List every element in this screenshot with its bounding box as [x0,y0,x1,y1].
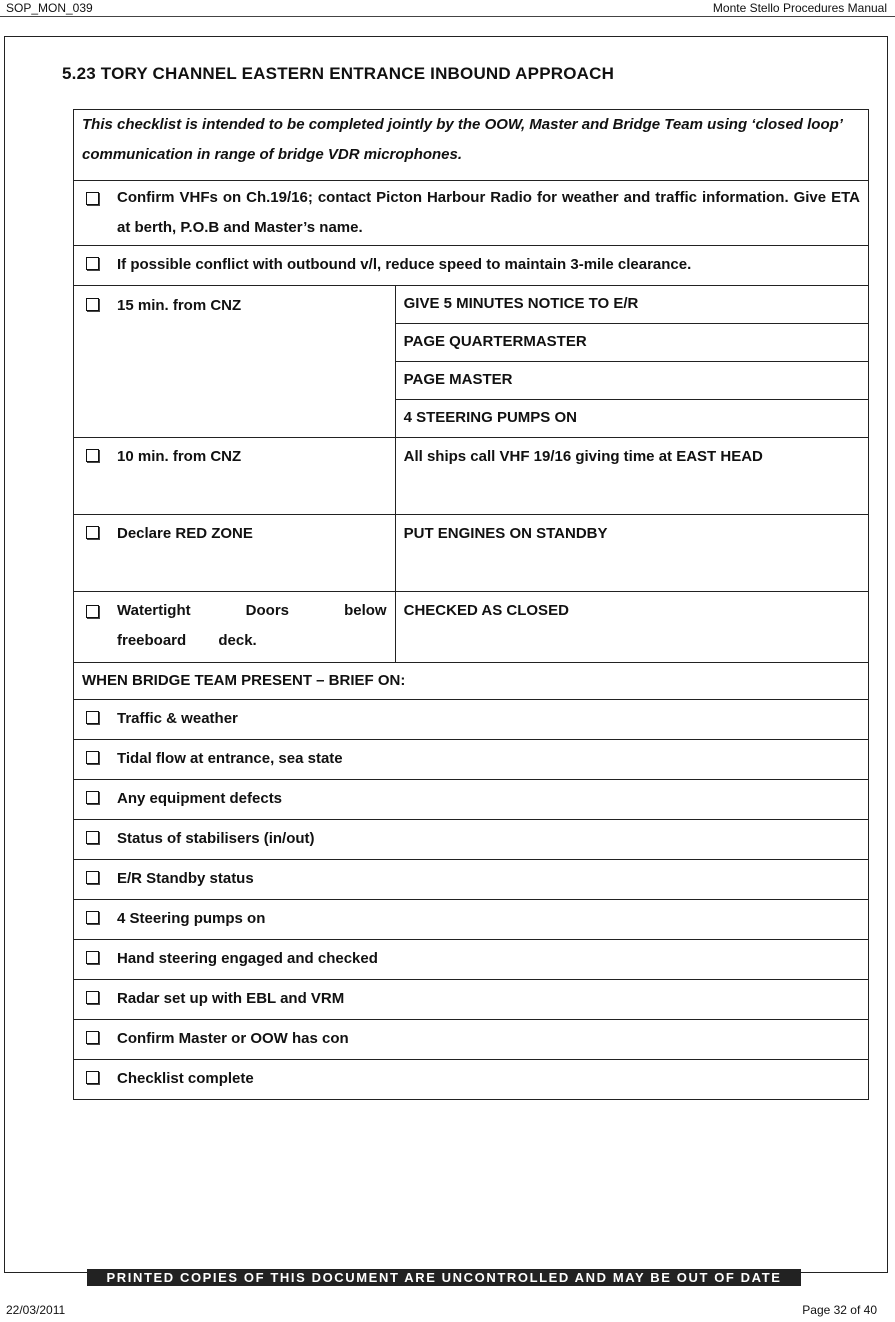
action-text: PUT ENGINES ON STANDBY [395,515,868,592]
brief-heading-row [74,663,869,700]
brief-item [74,860,869,900]
brief-item [74,820,869,860]
brief-item [74,1020,869,1060]
checkbox-icon[interactable] [86,605,99,618]
item-text: Confirm Master or OOW has con [117,1030,349,1047]
uncontrolled-copy-banner: PRINTED COPIES OF THIS DOCUMENT ARE UNCONTROLLED AND MAY BE OUT OF DATE [87,1269,801,1286]
checkbox-icon[interactable] [86,298,99,311]
timed-item-red-zone [74,515,869,592]
checkbox-icon[interactable] [86,449,99,462]
checkbox-icon[interactable] [86,991,99,1004]
item-text: Traffic & weather [117,710,238,727]
item-text: Status of stabilisers (in/out) [117,830,315,847]
brief-item [74,1060,869,1100]
brief-item [74,900,869,940]
brief-item [74,940,869,980]
checkbox-icon[interactable] [86,871,99,884]
intro-text: This checklist is intended to be completed jointly by the OOW, Master and Bridge Team using ‘closed loop’ communication in range of bridge VDR microphones. [74,110,869,181]
checkbox-icon[interactable] [86,711,99,724]
action-text: All ships call VHF 19/16 giving time at EAST HEAD [395,438,868,515]
checkbox-icon[interactable] [86,1031,99,1044]
item-text: Radar set up with EBL and VRM [117,990,345,1007]
brief-item [74,700,869,740]
checklist-table [73,109,869,1100]
action-text: CHECKED AS CLOSED [395,592,868,663]
action-list [396,286,868,437]
item-text: Tidal flow at entrance, sea state [117,750,343,767]
item-text: Any equipment defects [117,790,283,807]
document-date: 22/03/2011 [6,1303,66,1317]
item-text: 4 Steering pumps on [117,910,266,927]
timed-item-10-min [74,438,869,515]
action-text: GIVE 5 MINUTES NOTICE TO E/R [403,295,639,312]
checkbox-icon[interactable] [86,831,99,844]
checkbox-icon[interactable] [86,192,99,205]
timed-item-label: Watertight Doors below freeboard deck. [117,602,387,649]
brief-heading: WHEN BRIDGE TEAM PRESENT – BRIEF ON: [74,663,869,700]
checkbox-icon[interactable] [86,526,99,539]
timed-item-15-min [74,286,869,438]
action-text: 4 STEERING PUMPS ON [396,400,868,438]
checkbox-icon[interactable] [86,951,99,964]
document-id: SOP_MON_039 [6,1,93,15]
brief-item [74,780,869,820]
item-text: Confirm VHFs on Ch.19/16; contact Picton Harbour Radio for weather and traffic information. Give ETA at berth, P.O.B and Master’s name. [117,189,860,236]
header-rule [0,16,895,17]
checkbox-icon[interactable] [86,257,99,270]
section-title: 5.23 TORY CHANNEL EASTERN ENTRANCE INBOUND APPROACH [62,64,615,83]
intro-row [74,110,869,181]
checklist-item-conflict [74,246,869,286]
item-text: If possible conflict with outbound v/l, reduce speed to maintain 3-mile clearance. [117,256,692,273]
checkbox-icon[interactable] [86,791,99,804]
timed-item-label: 10 min. from CNZ [117,448,242,465]
brief-item [74,740,869,780]
item-text: Checklist complete [117,1070,254,1087]
brief-item [74,980,869,1020]
action-text: PAGE QUARTERMASTER [396,324,868,362]
timed-item-label: Declare RED ZONE [117,525,253,542]
checkbox-icon[interactable] [86,1071,99,1084]
item-text: Hand steering engaged and checked [117,950,378,967]
timed-item-watertight-doors [74,592,869,663]
checklist-item-vhf [74,181,869,246]
timed-item-label: 15 min. from CNZ [117,297,242,314]
item-text: E/R Standby status [117,870,254,887]
action-text: PAGE MASTER [396,362,868,400]
checkbox-icon[interactable] [86,911,99,924]
checkbox-icon[interactable] [86,751,99,764]
page-number: Page 32 of 40 [802,1303,877,1317]
manual-title: Monte Stello Procedures Manual [712,1,887,15]
